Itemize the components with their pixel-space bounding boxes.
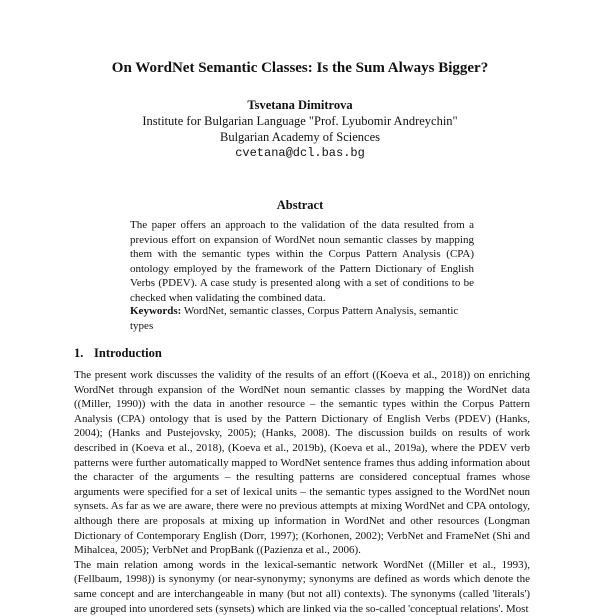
intro-paragraph-1: The present work discusses the validity of the results of an effort ((Koeva et al., 2018)) on enriching WordNet through expansion of the WordNet noun semantic classes by mapping the WordNet data ((Miller, 1990)) with the data in another resource – the semantic types within the Corpus Pattern Analysis (CPA) ontology that is used by the Pattern Dictionary of English Verbs (PDEV) (Hanks, 2004); (Hanks and Pustejovsky, 2005); (Hanks, 2008). The discussion builds on results of work described in (Koeva et al., 2018), (Koeva et al., 2019b), (Koeva et al., 2019a), where the PDEV verb patterns were further automatically mapped to WordNet sentence frames thus adding information about the character of the arguments – the resulting patterns are considered conceptual frames whose arguments were specified for a set of lexical units – the semantic types assigned to the WordNet noun synsets. As far as we are aware, there were no previous attempts at mixing WordNet and CPA ontology, although there are proposals at mixing up information in WordNet and other resources (Longman Dictionary of Contemporary English (Dorr, 1997); (Korhonen, 2002); VerbNet and FrameNet (Shi and Mihalcea, 2005); VerbNet and PropBank ((Pazienza et al., 2006). bbox=[74, 369, 530, 557]
keywords-label: Keywords: bbox=[130, 305, 182, 317]
abstract-heading: Abstract bbox=[276, 198, 324, 212]
author-name: Tsvetana Dimitrova bbox=[247, 98, 353, 112]
keywords-text: WordNet, semantic classes, Corpus Pattern Analysis, semantic types bbox=[130, 305, 459, 332]
section-number: 1. bbox=[74, 346, 84, 360]
affiliation-institute: Institute for Bulgarian Language "Prof. Lyubomir Andreychin" bbox=[142, 114, 458, 128]
section-title: Introduction bbox=[94, 346, 162, 360]
intro-paragraph-2: The main relation among words in the lexical-semantic network WordNet ((Miller et al., 1993), (Fellbaum, 1998)) is synonymy (or near-synonymy; synonyms are defined as words which denote the same concept and are interchangeable in many (but not all) contexts). The synonyms (called 'literals') are grouped into unordered sets (synsets) which are linked via the so-called 'conceptual relations'. Most bbox=[74, 558, 530, 615]
introduction-body bbox=[74, 368, 530, 616]
keywords bbox=[130, 304, 474, 333]
author-block bbox=[0, 97, 600, 161]
affiliation-academy: Bulgarian Academy of Sciences bbox=[219, 130, 381, 144]
section-heading-introduction bbox=[74, 346, 162, 361]
abstract-text: The paper offers an approach to the validation of the data resulted from a previous effort on expansion of WordNet noun semantic classes by mapping them with the semantic types within the Corpus Pattern Analysis (CPA) ontology employed by the framework of the Pattern Dictionary of English Verbs (PDEV). A case study is presented along with a set of conditions to be checked when validating the combined data. bbox=[130, 219, 474, 304]
paper-title: On WordNet Semantic Classes: Is the Sum Always Bigger? bbox=[111, 60, 489, 76]
author-email: cvetana@dcl.bas.bg bbox=[235, 146, 365, 160]
